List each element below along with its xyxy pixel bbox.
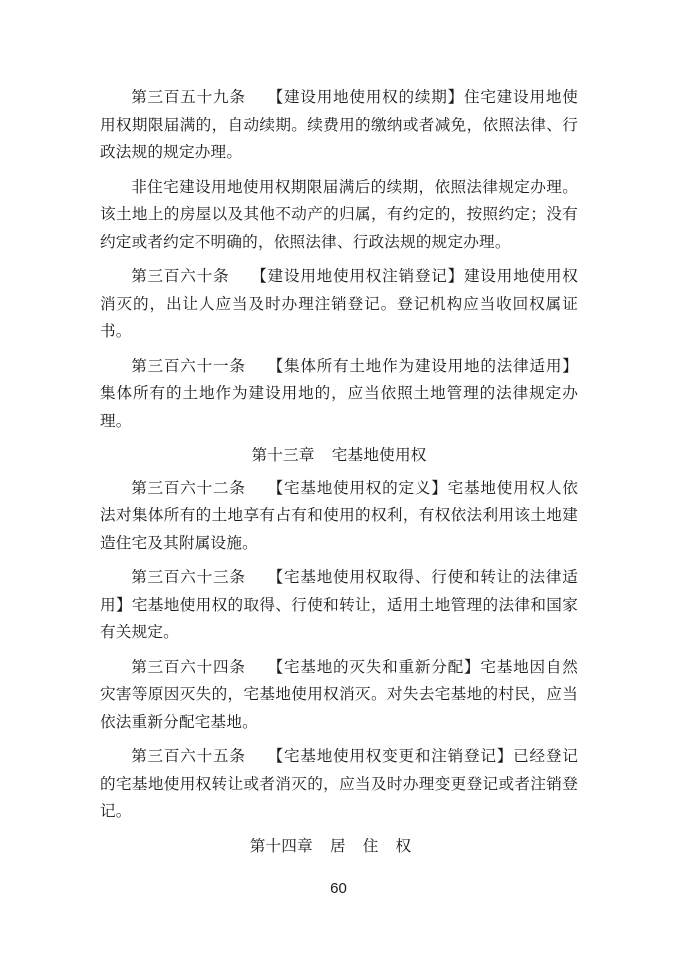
article-title: 【宅基地使用权的定义】 xyxy=(267,478,448,497)
article-number: 第三百五十九条 xyxy=(131,88,246,106)
article-title: 【集体所有土地作为建设用地的法律适用】 xyxy=(267,356,578,375)
article-363 xyxy=(100,564,578,647)
article-text: 宅基地使用权人依法对集体所有的土地享有占有和使用的权利，有权依法利用该土地建造住宅及其附属设施。 xyxy=(100,478,579,552)
article-text: 建设用地使用权消灭的，出让人应当及时办理注销登记。登记机构应当收回权属证书。 xyxy=(100,267,578,340)
article-title: 【宅基地使用权变更和注销登记】 xyxy=(267,747,514,765)
page-number: 60 xyxy=(330,880,347,897)
article-number: 第三百六十三条 xyxy=(131,568,246,586)
chapter-number: 第十三章 xyxy=(251,446,315,464)
article-title: 【建设用地使用权注销登记】 xyxy=(251,267,464,285)
article-text: 集体所有的土地作为建设用地的，应当依照土地管理的法律规定办理。 xyxy=(100,384,578,430)
chapter-number: 第十四章 xyxy=(249,836,313,855)
article-text: 宅基地使用权的取得、行使和转让，适用土地管理的法律和国家有关规定。 xyxy=(100,595,579,641)
article-title: 【建设用地使用权的续期】 xyxy=(267,88,464,106)
chapter-name: 宅基地使用权 xyxy=(331,446,427,464)
chapter-heading-13 xyxy=(100,442,578,470)
article-number: 第三百六十五条 xyxy=(131,747,246,765)
article-364 xyxy=(100,654,578,737)
article-359-paragraph-2: 非住宅建设用地使用权期限届满后的续期，依照法律规定办理。该土地上的房屋以及其他不动产的归属，有约定的，按照约定；没有约定或者约定不明确的，依照法律、行政法规的规定办理。 xyxy=(100,177,578,251)
article-title: 【宅基地的灭失和重新分配】 xyxy=(267,657,481,676)
article-362 xyxy=(100,475,578,558)
article-title: 【宅基地使用权取得、行使和转让的法律适用】 xyxy=(100,568,578,614)
article-text: 住宅建设用地使用权期限届满的，自动续期。续费用的缴纳或者减免，依照法律、行政法规的规定办理。 xyxy=(100,88,578,161)
article-text: 已经登记的宅基地使用权转让或者消灭的，应当及时办理变更登记或者注销登记。 xyxy=(100,747,578,820)
article-number: 第三百六十四条 xyxy=(131,657,246,676)
article-365 xyxy=(100,743,578,826)
article-number: 第三百六十一条 xyxy=(131,356,246,375)
chapter-heading-14 xyxy=(100,833,578,861)
chapter-name: 居住权 xyxy=(330,836,429,855)
article-number: 第三百六十二条 xyxy=(131,478,246,497)
article-361 xyxy=(100,353,578,436)
article-text: 宅基地因自然灾害等原因灭失的，宅基地使用权消灭。对失去宅基地的村民，应当依法重新分配宅基地。 xyxy=(100,657,579,731)
article-number: 第三百六十条 xyxy=(131,267,230,285)
article-359 xyxy=(100,84,578,167)
article-360 xyxy=(100,263,578,346)
document-page xyxy=(100,84,578,865)
